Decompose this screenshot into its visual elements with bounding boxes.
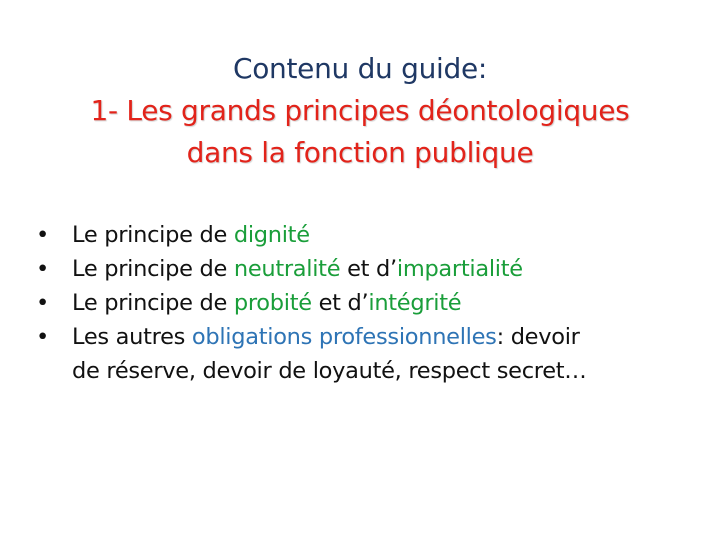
bullet-item-obligations — [36, 320, 696, 388]
highlight-term: obligations professionnelles — [191, 324, 497, 350]
bullet-item-dignite — [36, 218, 696, 252]
bullet-prefix: Le principe de — [72, 290, 234, 316]
bullet-connector: et d’ — [311, 290, 369, 316]
highlight-term: intégrité — [368, 290, 462, 316]
highlight-term: impartialité — [396, 256, 523, 282]
highlight-term: probité — [233, 290, 312, 316]
title-line-3: dans la fonction publique — [186, 136, 534, 169]
bullet-prefix: Le principe de — [72, 256, 234, 282]
bullet-text — [72, 320, 696, 354]
bullet-text — [72, 252, 696, 286]
bullet-icon: • — [36, 290, 49, 316]
bullet-item-neutralite — [36, 252, 696, 286]
bullet-prefix: Les autres — [72, 324, 192, 350]
bullet-icon: • — [36, 222, 49, 248]
bullet-list — [36, 218, 696, 388]
bullet-suffix: : devoir — [496, 324, 580, 350]
highlight-term: dignité — [233, 222, 310, 248]
highlight-term: neutralité — [233, 256, 341, 282]
title-line-2: 1- Les grands principes déontologiques — [90, 94, 630, 127]
bullet-prefix: Le principe de — [72, 222, 234, 248]
bullet-text — [72, 218, 696, 252]
slide-title — [40, 48, 680, 174]
bullet-connector: et d’ — [340, 256, 397, 282]
bullet-continuation: de réserve, devoir de loyauté, respect secret… — [72, 358, 587, 384]
bullet-item-probite — [36, 286, 696, 320]
bullet-icon: • — [36, 324, 49, 350]
bullet-icon: • — [36, 256, 49, 282]
bullet-text — [72, 286, 696, 320]
title-line-1: Contenu du guide: — [232, 52, 488, 85]
